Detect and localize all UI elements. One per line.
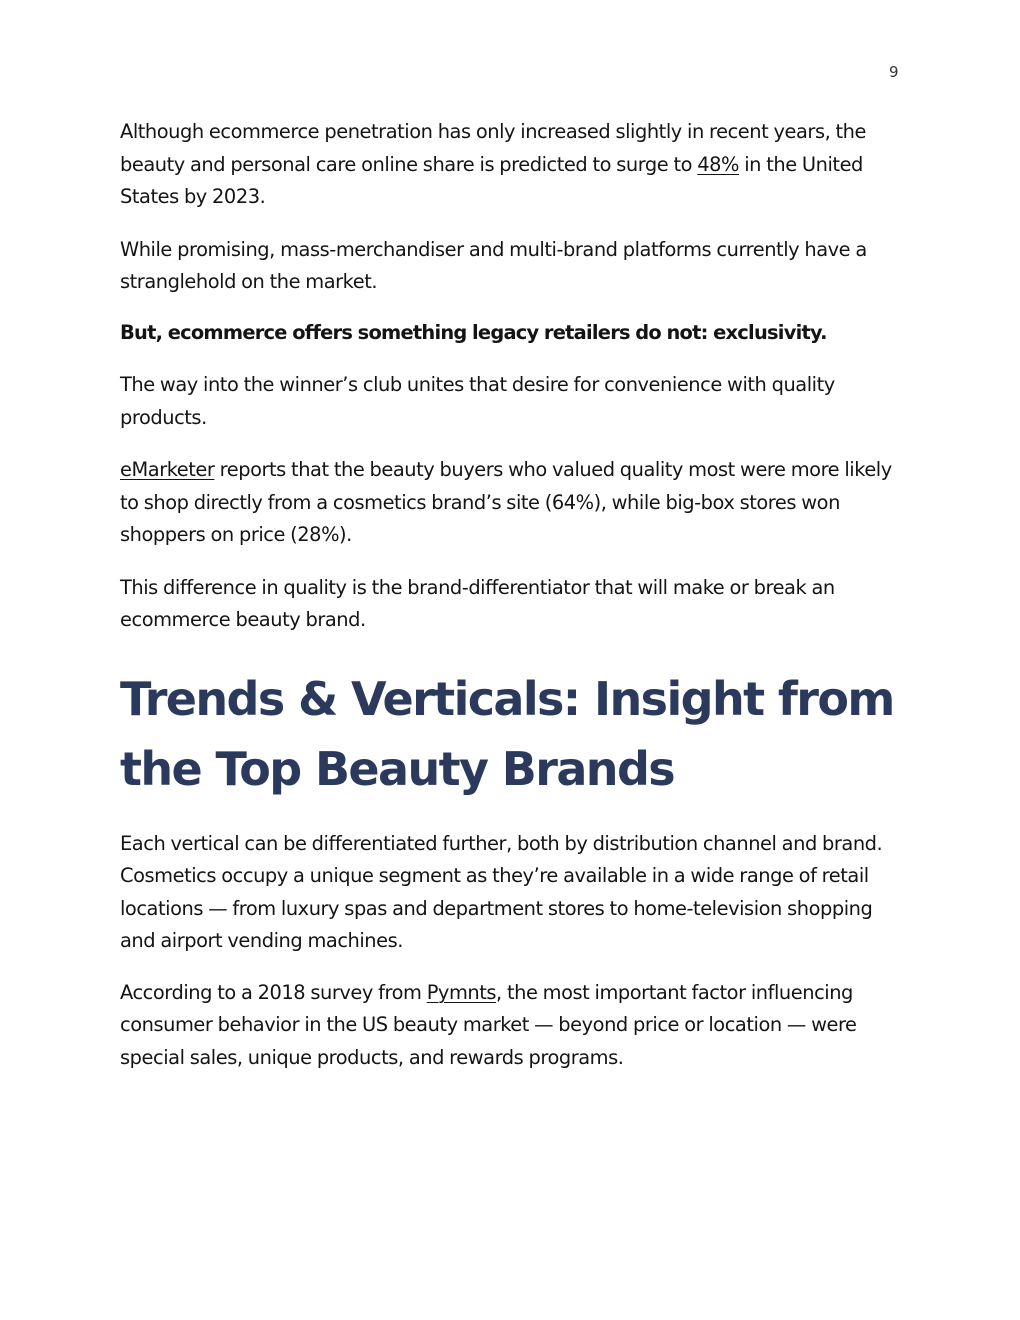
paragraph-text: According to a 2018 survey from [120, 980, 427, 1004]
paragraph-winners-club: The way into the winner’s club unites that desire for convenience with quality products. [120, 373, 835, 429]
paragraph-pymnts-survey [120, 977, 900, 1075]
link-pymnts[interactable]: Pymnts [426, 980, 497, 1004]
paragraph-verticals: Each vertical can be differentiated further, both by distribution channel and brand. Cosmetics occupy a unique segment as they’re available in a wide range of retail locations — from luxury spas and department stores to home-television shopping and airport vending machines. [120, 831, 883, 952]
paragraph-emarketer [120, 454, 900, 552]
paragraph-text: in the United States by 2023. [120, 152, 863, 208]
paragraph-text: , the most important factor influencing consumer behavior in the US beauty market — beyond price or location — were special sales, unique products, and rewards programs. [120, 980, 857, 1069]
link-48-percent[interactable]: 48% [697, 152, 739, 176]
paragraph-differentiator: This difference in quality is the brand-differentiator that will make or break an ecommerce beauty brand. [120, 575, 835, 631]
paragraph-text: Although ecommerce penetration has only increased slightly in recent years, the beauty and personal care online share is predicted to surge to [120, 120, 866, 176]
link-emarketer[interactable]: eMarketer [120, 458, 215, 481]
paragraph-exclusivity-bold: But, ecommerce offers something legacy retailers do not: exclusivity. [120, 320, 827, 344]
section-heading: Trends & Verticals: Insight from the Top Beauty Brands [120, 671, 894, 796]
paragraph-online-share [120, 116, 900, 214]
paragraph-stranglehold: While promising, mass-merchandiser and multi-brand platforms currently have a stranglehold on the market. [120, 237, 867, 293]
document-body [120, 116, 900, 1074]
paragraph-text: reports that the beauty buyers who valued quality most were more likely to shop directly from a cosmetics brand’s site (64%), while big-box stores won shoppers on price (28%). [120, 458, 892, 546]
page-number: 9 [889, 63, 899, 81]
